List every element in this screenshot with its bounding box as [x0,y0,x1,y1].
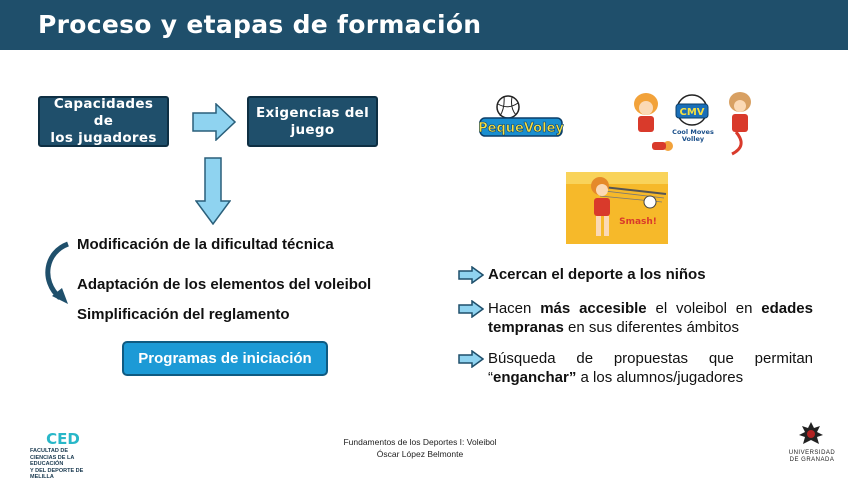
capacidades-box [38,96,169,147]
bullet-1-text: Acercan el deporte a los niños [488,266,706,283]
peque-voley-text: PequeVoley [478,121,564,136]
down-arrow-icon [195,157,231,225]
cmv-cartoon-image [628,86,758,160]
university-logo-text: UNIVERSIDAD DE GRANADA [788,450,836,463]
peque-voley-logo [474,94,566,142]
left-item-2: Adaptación de los elementos del voleibol [77,276,372,293]
right-arrow-icon [192,103,236,141]
university-crest-icon [796,420,826,448]
header-bar [0,0,848,50]
footer-author: Óscar López Belmonte [376,449,464,459]
cmv-sub1: Cool Moves [672,128,714,136]
curved-arrow-icon [38,240,78,308]
footer-course: Fundamentos de los Deportes I: Voleibol [343,437,497,447]
ced-logo-icon [46,429,80,447]
svg-text:CED: CED [46,430,80,447]
smash-text: Smash! [619,217,657,227]
bullet-3 [458,349,813,389]
exigencias-box [247,96,378,147]
page-title: Proceso y etapas de formación [38,10,482,39]
bullet-arrow-icon [458,266,484,284]
capacidades-line1: Capacidades de [53,96,154,129]
faculty-logo-text: FACULTAD DE CIENCIAS DE LA EDUCACIÓN Y DEL DEPORTE DE MELILLA [30,448,84,480]
cmv-text: CMV [679,107,705,118]
bullet-2 [458,299,813,339]
capacidades-line2: los jugadores [50,130,157,146]
footer-credits [320,436,520,460]
bullet-arrow-icon [458,350,484,368]
programas-button[interactable]: Programas de iniciación [122,341,328,376]
smash-cartoon-image [566,172,668,244]
bullet-2-text: Hacen más accesible el voleibol en edades tempranas en sus diferentes ámbitos [488,300,813,336]
left-item-1: Modificación de la dificultad técnica [77,236,334,253]
bullet-3-text: Búsqueda de propuestas que permitan “enganchar” a los alumnos/jugadores [488,350,813,386]
volleyball-icon [474,94,566,142]
exigencias-line1: Exigencias del [255,104,370,121]
bullet-arrow-icon [458,300,484,318]
left-item-3: Simplificación del reglamento [77,306,290,323]
bullet-1 [458,265,813,285]
exigencias-line2: juego [290,121,335,138]
cmv-sub2: Volley [681,135,705,143]
